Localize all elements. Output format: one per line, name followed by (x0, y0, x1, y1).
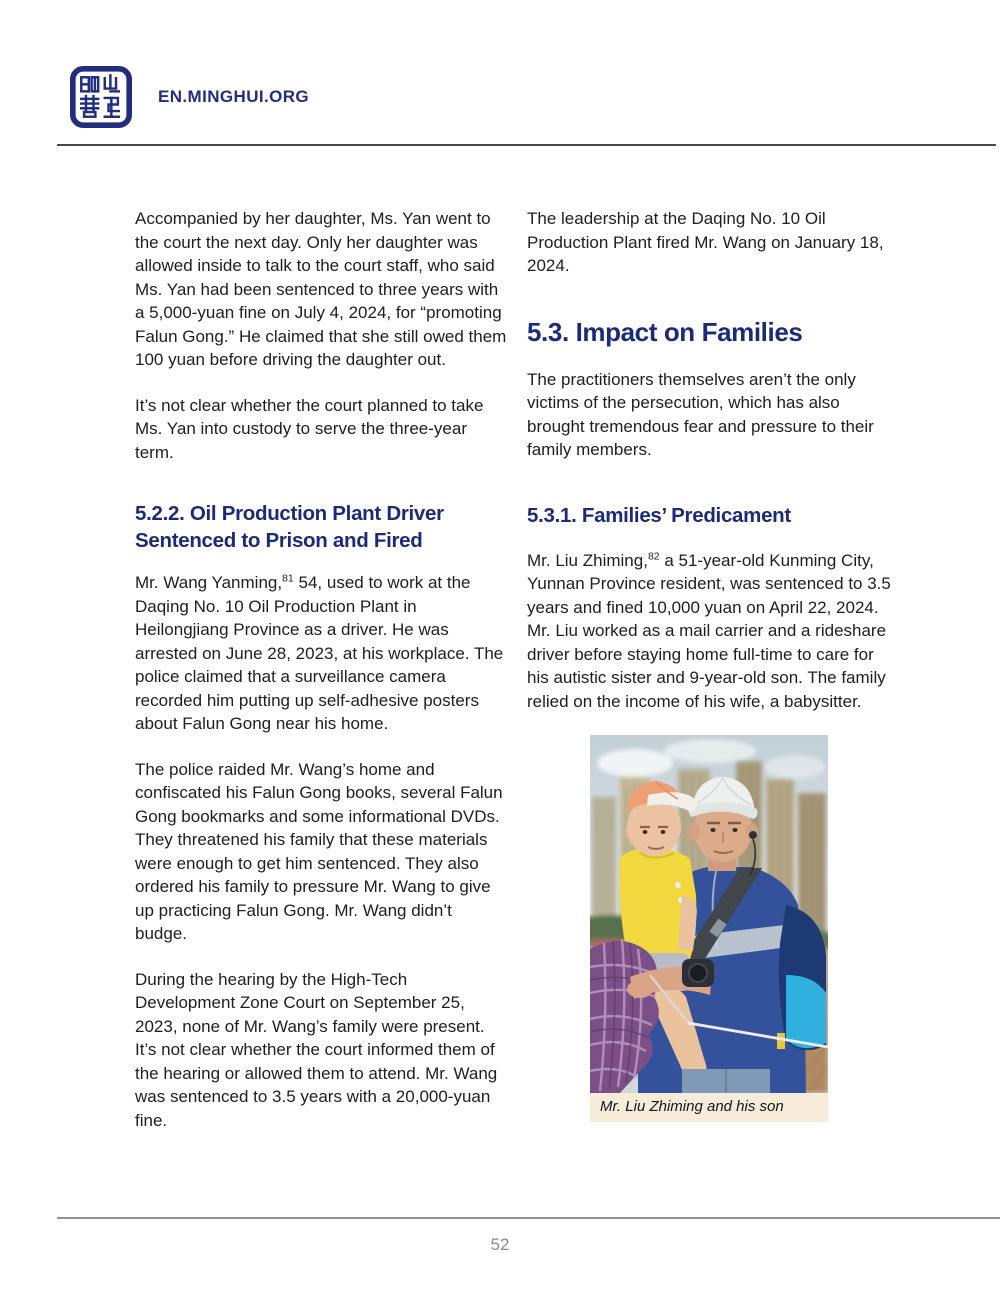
page-number: 52 (490, 1235, 510, 1254)
photo-liu-zhiming-and-son (590, 735, 828, 1093)
paragraph-yan-court: Accompanied by her daughter, Ms. Yan went to the court the next day. Only her daughter was allowed inside to talk to the court staff, who said Ms. Yan had been sentenced to three years with a 5,000-yuan fine on July 4, 2024, for “promoting Falun Gong.” He claimed that she still owed them 100 yuan before driving the daughter out. (135, 209, 507, 369)
paragraph-text: 54, used to work at the Daqing No. 10 Oil Production Plant in Heilongjiang Province as a driver. He was arrested on June 28, 2023, at his workplace. The police claimed that a surveillance camera recorded him putting up self-adhesive posters about Falun Gong near his home. (135, 573, 504, 733)
page-header (70, 66, 309, 128)
footnote-ref-82: 82 (647, 549, 660, 562)
header-rule (57, 144, 996, 146)
paragraph-liu-intro (527, 549, 899, 714)
paragraph-text: a 51-year-old Kunming City, Yunnan Province resident, was sentenced to 3.5 years and fined 10,000 yuan on April 22, 2024. Mr. Liu worked as a mail carrier and a rideshare driver before staying home full-time to care for his autistic sister and 9-year-old son. The family relied on the income of his wife, a babysitter. (527, 550, 891, 711)
figure-caption: Mr. Liu Zhiming and his son (600, 1098, 784, 1115)
paragraph-text: Mr. Wang Yanming, (135, 573, 283, 592)
paragraph-fired: The leadership at the Daqing No. 10 Oil Production Plant fired Mr. Wang on January 18, 2024. (527, 209, 884, 275)
figure-liu-zhiming (590, 735, 828, 1122)
paragraph-raid: The police raided Mr. Wang’s home and confiscated his Falun Gong books, several Falun Gong bookmarks and some informational DVDs. They threatened his family that these materials were enough to get him sentenced. They also ordered his family to pressure Mr. Wang to give up practicing Falun Gong. Mr. Wang didn’t budge. (135, 759, 503, 943)
subsection-heading-531: 5.3.1. Families’ Predicament (527, 503, 791, 527)
section-heading-53: 5.3. Impact on Families (527, 316, 803, 347)
minghui-seal-logo (70, 66, 132, 128)
paragraph-hearing: During the hearing by the High-Tech Development Zone Court on September 25, 2023, none of Mr. Wang’s family were present. It’s not clear whether the court informed them of the hearing or allowed them to attend. Mr. Wang was sentenced to 3.5 years with a 20,000-yuan fine. (135, 969, 498, 1130)
site-name: EN.MINGHUI.ORG (158, 87, 310, 106)
paragraph-text: Mr. Liu Zhiming, (527, 550, 648, 570)
content-columns (135, 207, 899, 1154)
paragraph-wang-intro (135, 571, 507, 736)
paragraph-yan-custody: It’s not clear whether the court planned to take Ms. Yan into custody to serve the three-year term. (135, 395, 484, 462)
left-column (135, 207, 507, 1154)
footnote-ref-81: 81 (282, 572, 294, 585)
paragraph-families: The practitioners themselves aren’t the only victims of the persecution, which has also brought tremendous fear and pressure to their family members. (527, 369, 874, 459)
subsection-heading-522: 5.2.2. Oil Production Plant Driver Sentenced to Prison and Fired (135, 502, 444, 552)
footer-rule (57, 1217, 1000, 1219)
right-column (527, 207, 899, 1154)
